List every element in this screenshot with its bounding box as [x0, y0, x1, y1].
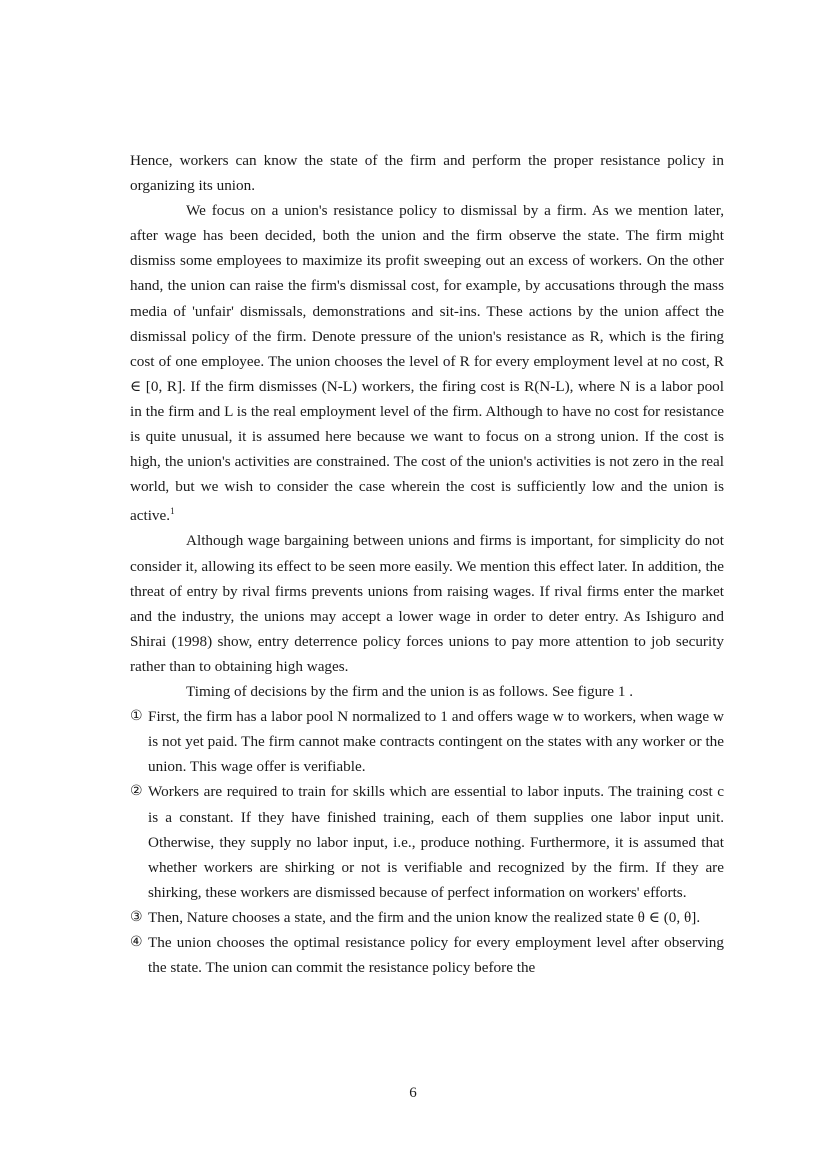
list-item-text: Then, Nature chooses a state, and the firm and the union know the realized state θ ∈ (0, θ].: [148, 908, 701, 926]
document-body: [130, 148, 724, 980]
list-item: [130, 930, 724, 980]
list-marker: ④: [130, 933, 143, 950]
list-item: [130, 779, 724, 904]
paragraph-2: [130, 198, 724, 528]
page-number: 6: [409, 1085, 417, 1101]
paragraph-2-text: We focus on a union's resistance policy to dismissal by a firm. As we mention later, after wage has been decided, both the union and the firm observe the state. The firm might dismiss some employees to maximize its profit sweeping out an excess of workers. On the other hand, the union can raise the firm's dismissal cost, for example, by accusations through the mass media of 'unfair' dismissals, demonstrations and sit-ins. These actions by the union affect the dismissal policy of the firm. Denote pressure of the union's resistance as R, which is the firing cost of one employee. The union chooses the level of R for every employment level at no cost, R ∈ [0, R]. If the firm dismisses (N-L) workers, the firing cost is R(N-L), where N is a labor pool in the firm and L is the real employment level of the firm. Although to have no cost for resistance is quite unusual, it is assumed here because we want to focus on a strong union. If the cost is high, the union's activities are constrained. The cost of the union's activities is not zero in the real world, but we wish to consider the case wherein the cost is sufficiently low and the union is active.: [130, 202, 724, 525]
list-item-text: First, the firm has a labor pool N normalized to 1 and offers wage w to workers, when wage w is not yet paid. The firm cannot make contracts contingent on the states with any worker or the union. This wage offer is verifiable.: [148, 708, 724, 776]
footnote-marker: 1: [170, 506, 175, 517]
list-item: [130, 704, 724, 779]
paragraph-1: Hence, workers can know the state of the firm and perform the proper resistance policy in organizing its union.: [130, 152, 724, 195]
list-marker: ③: [130, 908, 143, 925]
list-marker: ②: [130, 783, 143, 800]
paragraph-3: Although wage bargaining between unions and firms is important, for simplicity do not consider it, allowing its effect to be seen more easily. We mention this effect later. In addition, the threat of entry by rival firms prevents unions from raising wages. If rival firms enter the market and the industry, the unions may accept a lower wage in order to deter entry. As Ishiguro and Shirai (1998) show, entry deterrence policy forces unions to pay more attention to job security rather than to obtaining high wages.: [130, 532, 724, 675]
paragraph-4: Timing of decisions by the firm and the union is as follows. See figure 1 .: [186, 683, 633, 701]
list-item: [130, 905, 724, 930]
list-item-text: Workers are required to train for skills which are essential to labor inputs. The training cost c is a constant. If they have finished training, each of them supplies one labor input unit. Otherwise, they supply no labor input, i.e., produce nothing. Furthermore, it is assumed that whether workers are shirking or not is verifiable and recognized by the firm. If they are shirking, these workers are dismissed because of perfect information on workers' efforts.: [148, 783, 724, 901]
list-marker: ①: [130, 708, 143, 725]
list-item-text: The union chooses the optimal resistance policy for every employment level after observing the state. The union can commit the resistance policy before the: [148, 933, 724, 977]
